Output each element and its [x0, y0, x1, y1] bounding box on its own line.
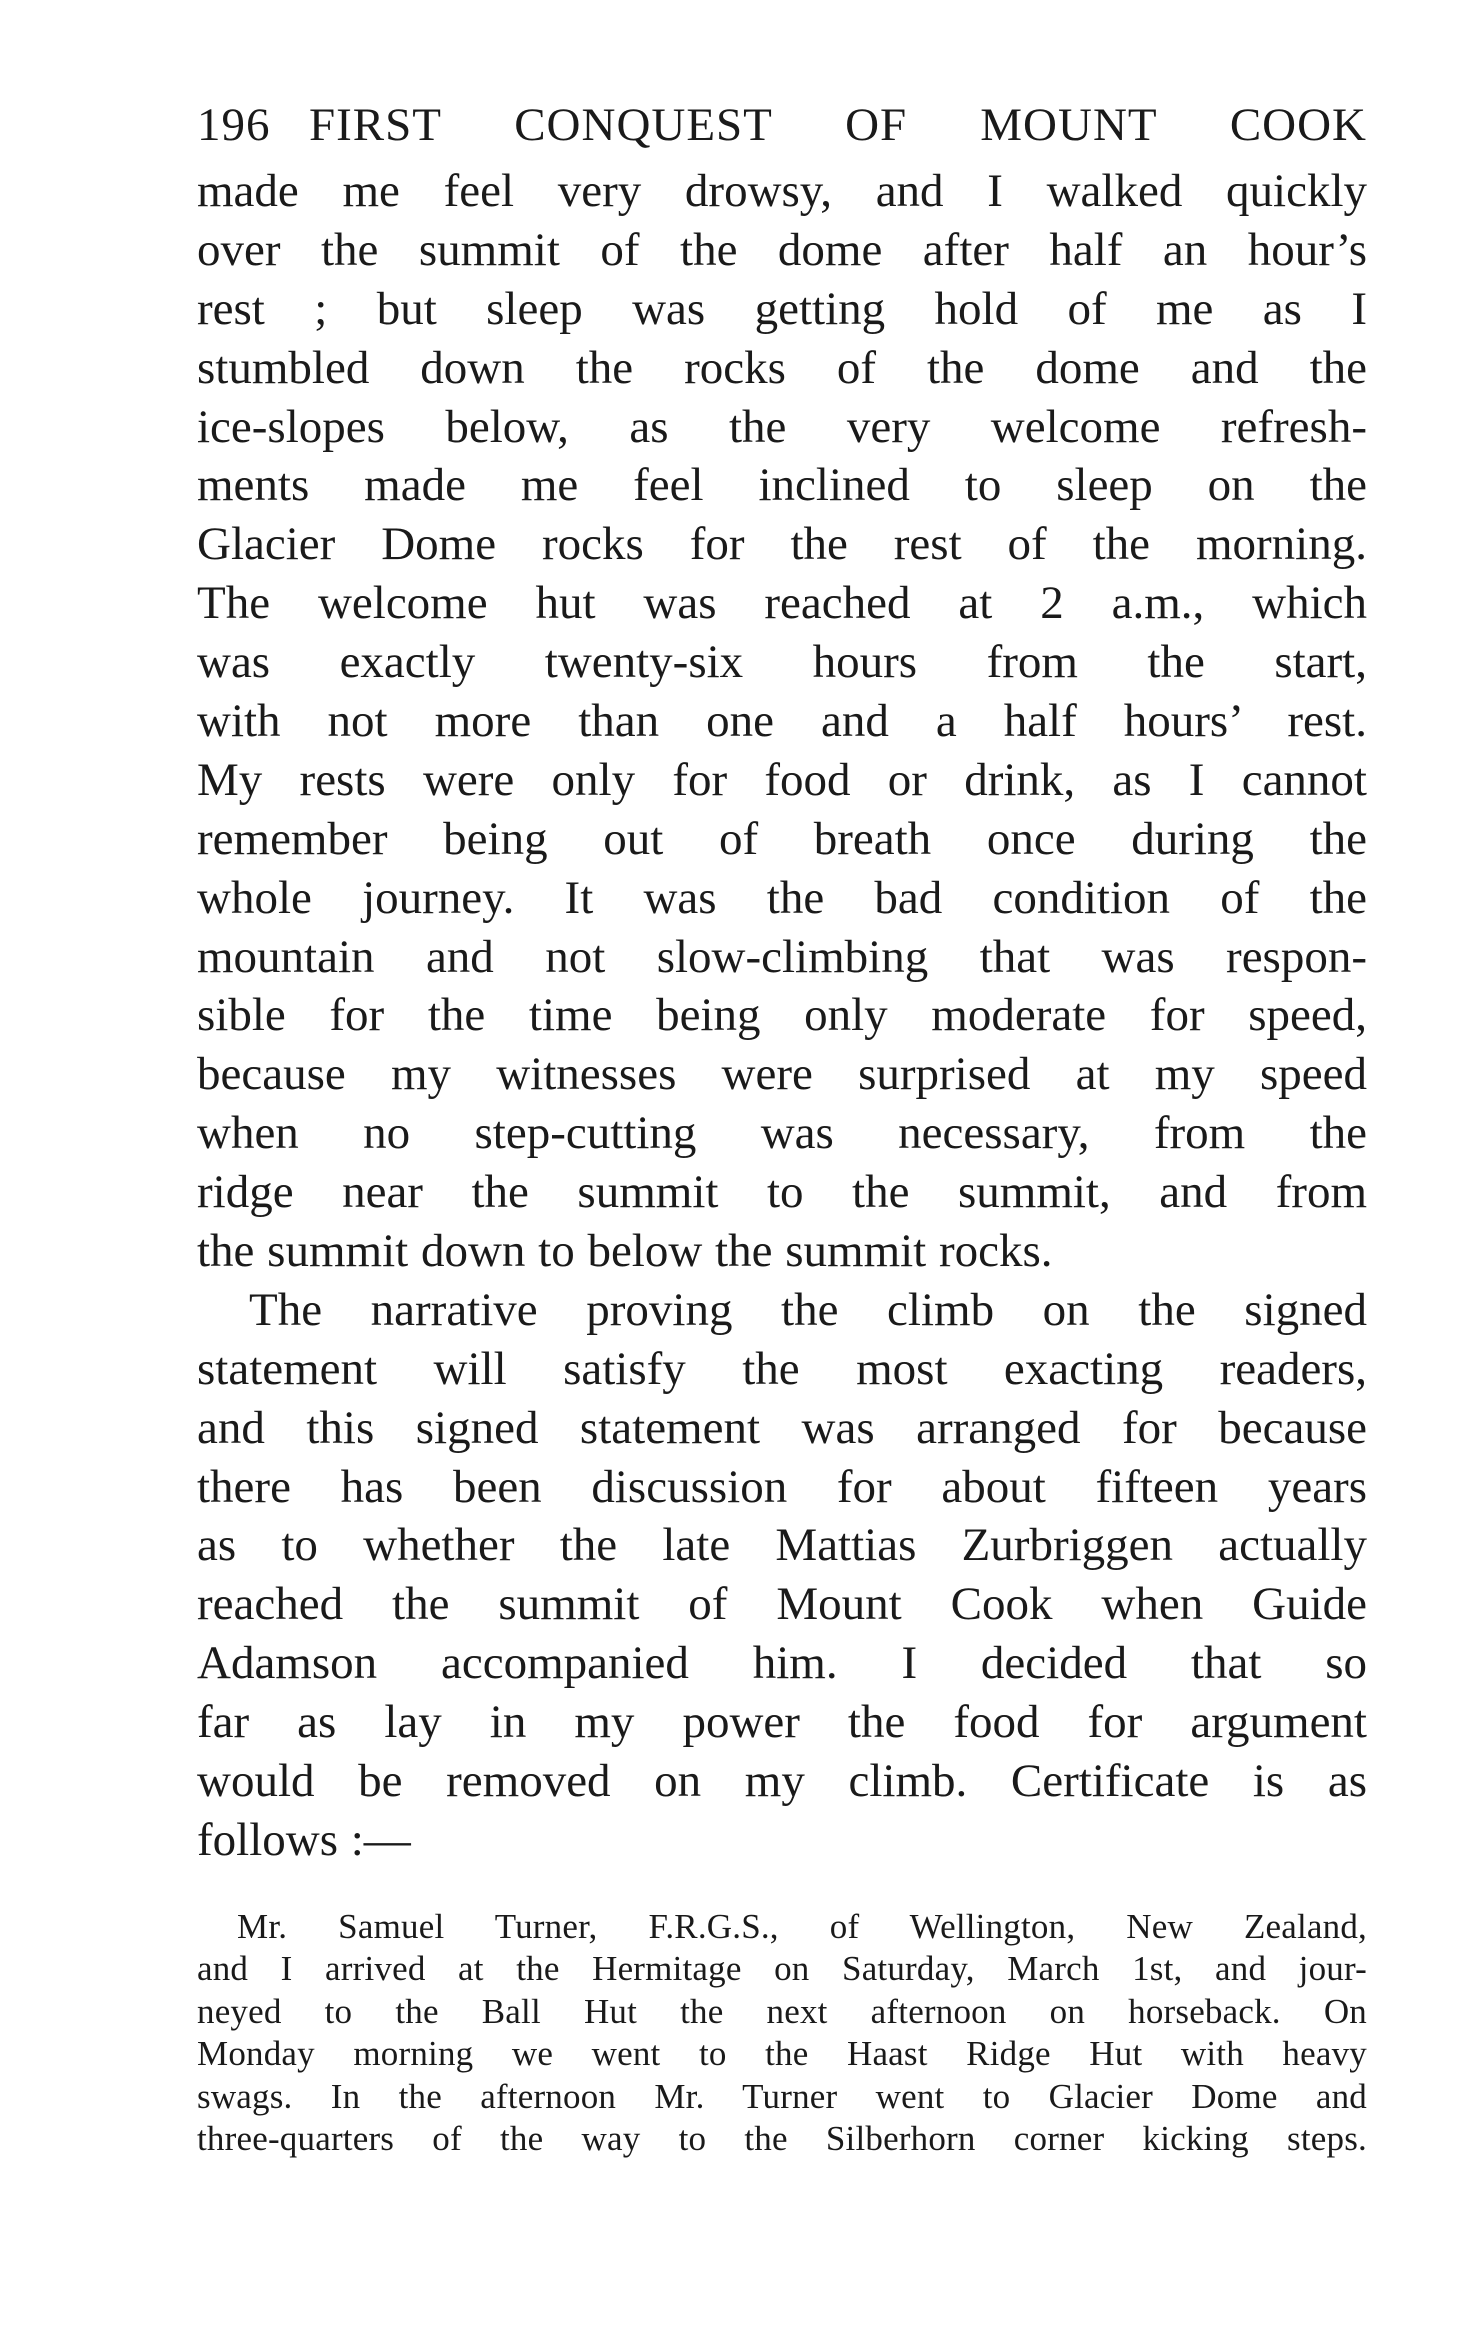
text-line: Adamson accompanied him. I decided that so: [197, 1637, 1367, 1690]
text-line: statement will satisfy the most exacting readers,: [197, 1342, 1367, 1395]
text-line: stumbled down the rocks of the dome and the: [197, 341, 1367, 394]
text-line: three-quarters of the way to the Silberhorn corner kicking steps.: [197, 2119, 1367, 2159]
text-line: because my witnesses were surprised at my speed: [197, 1048, 1367, 1101]
text-line: when no step-cutting was necessary, from the: [197, 1107, 1367, 1160]
paragraph-narrative: [197, 1281, 1367, 1870]
text-line: would be removed on my climb. Certificate is as: [197, 1755, 1367, 1808]
certificate-quote: [197, 1906, 1367, 2161]
text-line: reached the summit of Mount Cook when Guide: [197, 1578, 1367, 1631]
text-line: neyed to the Ball Hut the next afternoon on horseback. On: [197, 1991, 1367, 2031]
paragraph-continued: [197, 162, 1367, 1281]
section-spacer: [197, 1870, 1367, 1906]
text-line: ridge near the summit to the summit, and from: [197, 1166, 1367, 1219]
text-line: made me feel very drowsy, and I walked quickly: [197, 165, 1367, 217]
text-line: with not more than one and a half hours’ rest.: [197, 695, 1367, 748]
text-line: The narrative proving the climb on the signed: [249, 1283, 1367, 1336]
text-line: Mr. Samuel Turner, F.R.G.S., of Wellington, New Zealand,: [237, 1906, 1367, 1946]
text-line: Glacier Dome rocks for the rest of the morning.: [197, 518, 1367, 571]
book-page: [197, 98, 1367, 2161]
text-line: and this signed statement was arranged for because: [197, 1401, 1367, 1454]
text-line: whole journey. It was the bad condition of the: [197, 871, 1367, 924]
text-line: ments made me feel inclined to sleep on the: [197, 459, 1367, 512]
running-head: [197, 98, 1367, 162]
text-line: ice-slopes below, as the very welcome refresh-: [197, 400, 1367, 453]
text-line: and I arrived at the Hermitage on Saturday, March 1st, and jour-: [197, 1949, 1367, 1989]
page-number: 196: [197, 99, 271, 151]
text-line: swags. In the afternoon Mr. Turner went to Glacier Dome and: [197, 2076, 1367, 2116]
text-line: over the summit of the dome after half an hour’s: [197, 223, 1367, 276]
running-title: FIRST CONQUEST OF MOUNT COOK: [309, 99, 1367, 151]
text-line: the summit down to below the summit rocks.: [197, 1225, 1053, 1278]
text-line: My rests were only for food or drink, as I cannot: [197, 753, 1367, 806]
text-line: there has been discussion for about fifteen years: [197, 1460, 1367, 1513]
text-line: The welcome hut was reached at 2 a.m., which: [197, 577, 1367, 630]
text-line: remember being out of breath once during the: [197, 812, 1367, 865]
text-line: rest ; but sleep was getting hold of me as I: [197, 282, 1367, 335]
text-line: was exactly twenty-six hours from the start,: [197, 636, 1367, 689]
text-line: follows :—: [197, 1813, 411, 1866]
text-line: sible for the time being only moderate for speed,: [197, 989, 1367, 1042]
text-line: far as lay in my power the food for argument: [197, 1696, 1367, 1749]
text-line: Monday morning we went to the Haast Ridge Hut with heavy: [197, 2034, 1367, 2074]
text-line: mountain and not slow-climbing that was respon-: [197, 930, 1367, 983]
text-line: as to whether the late Mattias Zurbriggen actually: [197, 1519, 1367, 1572]
